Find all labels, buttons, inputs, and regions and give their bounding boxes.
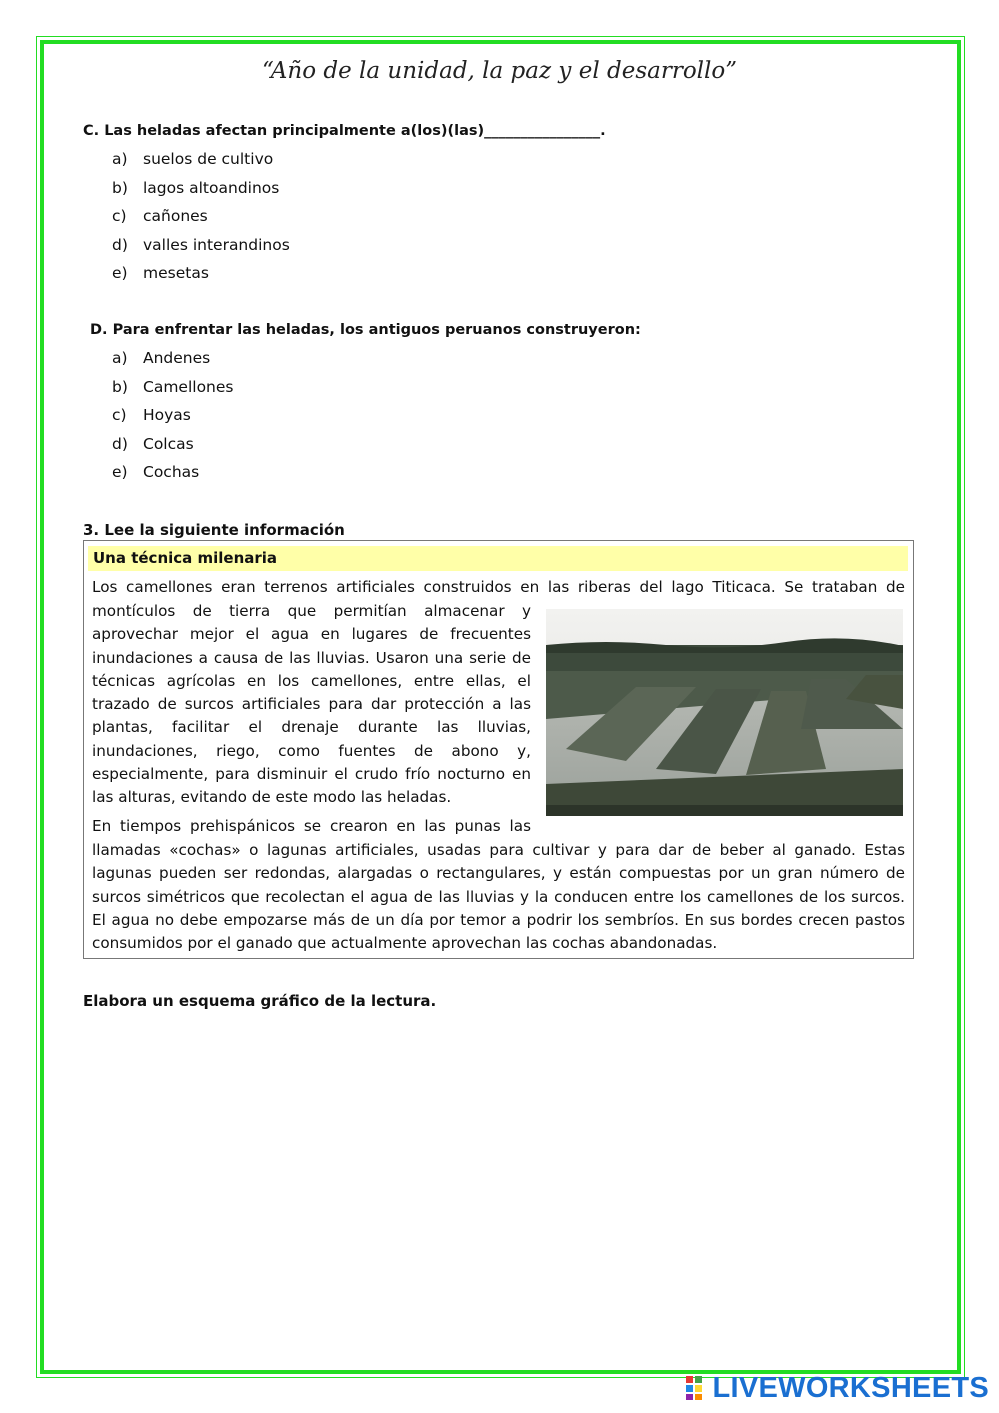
question-d-prompt: D. Para enfrentar las heladas, los antiguos peruanos construyeron: (90, 322, 641, 338)
reading-paragraph-1-line-1: Los camellones eran terrenos artificiales construidos en las riberas del lago Titicaca. Se trataban de (92, 578, 905, 596)
option-item[interactable]: b) Camellones (112, 377, 234, 396)
option-item[interactable]: b) lagos altoandinos (112, 178, 280, 197)
reading-paragraph-2-line-1: En tiempos prehispánicos se crearon en las punas las (92, 817, 531, 835)
option-item[interactable]: c) Hoyas (112, 406, 191, 424)
option-item[interactable]: d) Colcas (112, 434, 194, 453)
question-c-prompt: C. Las heladas afectan principalmente a(los)(las)________________. (83, 123, 606, 139)
liveworksheets-icon (685, 1375, 711, 1401)
liveworksheets-wordmark: LIVEWORKSHEETS (712, 1371, 989, 1404)
option-item[interactable]: e) Cochas (112, 463, 200, 481)
option-item[interactable]: a) suelos de cultivo (112, 150, 274, 168)
option-item[interactable]: a) Andenes (112, 349, 211, 367)
option-item[interactable]: e) mesetas (112, 264, 209, 282)
reading-paragraph-2: llamadas «cochas» o lagunas artificiales, usadas para cultivar y para dar de beber al ganado. Estas lagunas pueden ser redondas, alargadas o rectangulares, y están compuestas por un gran número de surcos simétricos que recolectan el agua de las lluvias y la conducen entre los camellones de los surcos. El agua no debe empozarse más de un día por temor a podrir los sembríos. En sus bordes crecen pastos consumidos por el ganado que actualmente aprovechan las cochas abandonadas. (92, 841, 905, 953)
page-header-title: “Año de la unidad, la paz y el desarrollo” (262, 58, 737, 84)
option-item[interactable]: c) cañones (112, 207, 208, 225)
option-item[interactable]: d) valles interandinos (112, 235, 290, 254)
camellones-photo (546, 609, 903, 816)
question-d-options (112, 349, 234, 492)
reading-box-title: Una técnica milenaria (88, 546, 908, 571)
liveworksheets-logo (685, 1372, 990, 1404)
task-instruction: Elabora un esquema gráfico de la lectura. (83, 992, 437, 1010)
question-c-options (112, 150, 290, 293)
reading-paragraph-1: montículos de tierra que permitían almacenar y aprovechar mejor el agua en lugares de frecuentes inundaciones a causa de las lluvias. Usaron una serie de técnicas agrícolas en los camellones, entre ellas, el trazado de surcos artificiales para dar protección a las plantas, facilitar el drenaje durante las lluvias, inundaciones, riego, como fuentes de abono y, especialmente, para disminuir el crudo frío nocturno en las alturas, evitando de este modo las heladas. (92, 602, 531, 807)
section-3-heading: 3. Lee la siguiente información (83, 521, 345, 539)
